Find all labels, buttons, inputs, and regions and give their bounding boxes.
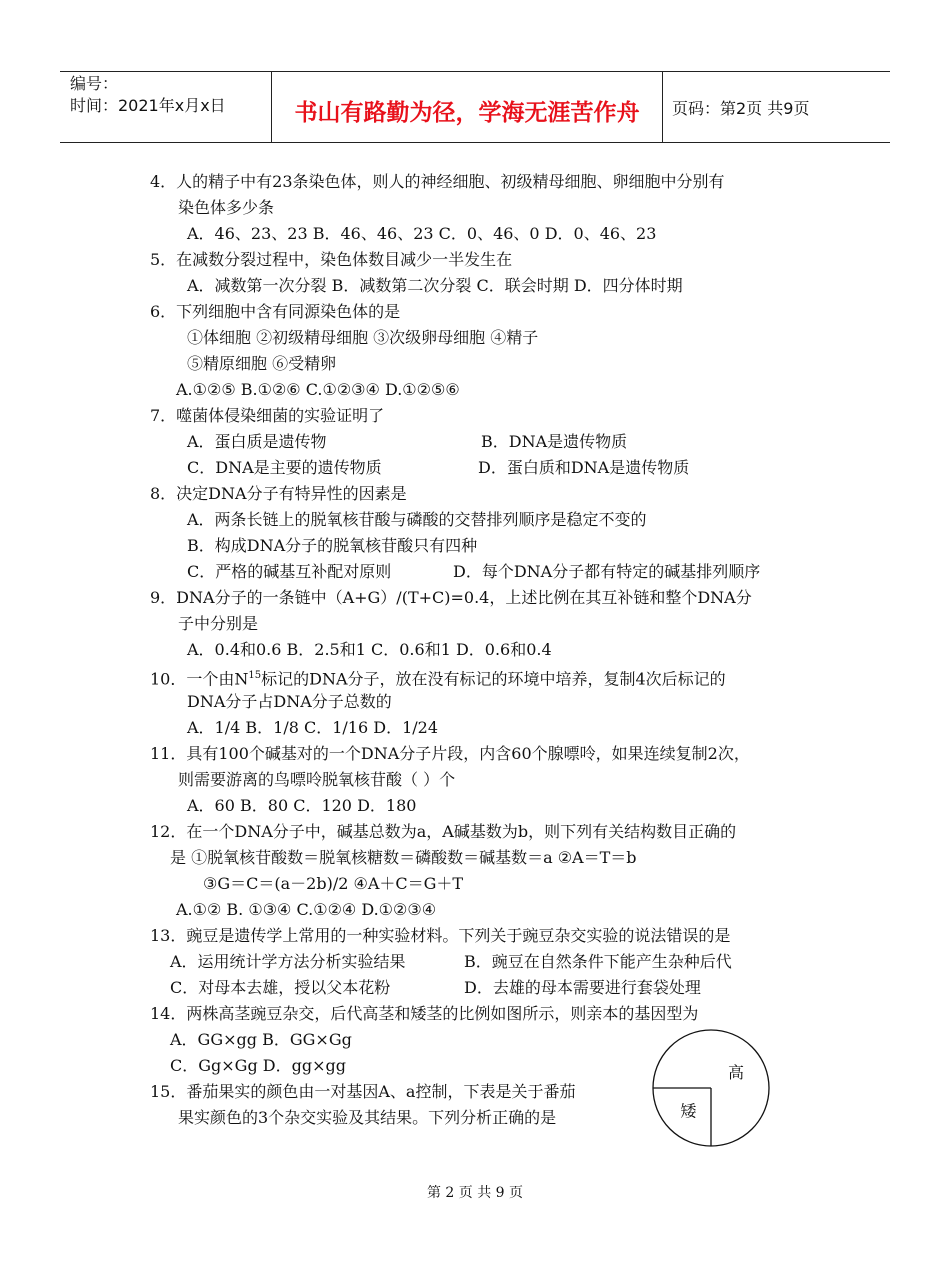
- q15-stem: 15．番茄果实的颜色由一对基因A、a控制，下表是关于番茄: [150, 1082, 576, 1101]
- page-label: 页码：第2页 共9页: [672, 99, 810, 118]
- q13-option-c: C．对母本去雄，授以父本花粉: [170, 978, 391, 997]
- q7-option-a: A．蛋白质是遗传物: [187, 432, 327, 451]
- q5-options: A．减数第一次分裂 B．减数第二次分裂 C．联会时期 D．四分体时期: [187, 276, 683, 295]
- serial-label: 编号：: [70, 74, 119, 93]
- q8-option-d: D．每个DNA分子都有特定的碱基排列顺序: [453, 562, 761, 581]
- header-divider-right: [662, 71, 663, 143]
- q4-options: A．46、23、23 B．46、46、23 C．0、46、0 D．0、46、23: [187, 224, 657, 243]
- q11-stem-cont: 则需要游离的鸟嘌呤脱氧核苷酸（ ）个: [178, 770, 456, 789]
- q8-option-a: A．两条长链上的脱氧核苷酸与磷酸的交替排列顺序是稳定不变的: [187, 510, 647, 529]
- q10-stem: [150, 665, 726, 690]
- header-top-rule: [60, 71, 890, 72]
- header-bottom-rule: [60, 142, 890, 143]
- q13-option-d: D．去雄的母本需要进行套袋处理: [464, 978, 701, 997]
- q13-option-b: B．豌豆在自然条件下能产生杂种后代: [464, 952, 732, 971]
- q10-stem-cont: DNA分子占DNA分子总数的: [187, 692, 392, 711]
- q12-stem-cont2: ③G＝C＝(a－2b)/2 ④A＋C＝G＋T: [203, 874, 464, 893]
- q9-options: A．0.4和0.6 B．2.5和1 C．0.6和1 D．0.6和0.4: [187, 640, 552, 659]
- q12-stem-cont: 是 ①脱氧核苷酸数＝脱氧核糖数＝磷酸数＝碱基数＝a ②A＝T＝b: [170, 848, 637, 867]
- motto: 书山有路勤为径，学海无涯苦作舟: [294, 100, 640, 126]
- q10-stem-end: 标记的DNA分子，放在没有标记的环境中培养，复制4次后标记的: [261, 669, 726, 689]
- q4-stem-cont: 染色体多少条: [178, 198, 275, 217]
- q7-option-d: D．蛋白质和DNA是遗传物质: [478, 458, 690, 477]
- q8-option-c: C．严格的碱基互补配对原则: [187, 562, 392, 581]
- q7-option-c: C．DNA是主要的遗传物质: [187, 458, 382, 477]
- q11-options: A．60 B．80 C．120 D．180: [187, 796, 417, 815]
- q10-options: A．1/4 B．1/8 C．1/16 D．1/24: [187, 718, 439, 737]
- q15-stem-cont: 果实颜色的3个杂交实验及其结果。下列分析正确的是: [178, 1108, 557, 1127]
- q10-superscript: 15: [248, 670, 262, 681]
- q14-options-row1: A．GG×gg B．GG×Gg: [170, 1030, 352, 1049]
- pie-chart: [648, 1026, 776, 1154]
- q8-option-b: B．构成DNA分子的脱氧核苷酸只有四种: [187, 536, 478, 555]
- q7-stem: 7．噬菌体侵染细菌的实验证明了: [150, 406, 385, 425]
- q6-items-row1: ①体细胞 ②初级精母细胞 ③次级卵母细胞 ④精子: [187, 328, 539, 347]
- q5-stem: 5．在减数分裂过程中，染色体数目减少一半发生在: [150, 250, 513, 269]
- q11-stem: 11．具有100个碱基对的一个DNA分子片段，内含60个腺嘌呤，如果连续复制2次，: [150, 744, 750, 763]
- q4-stem: 4．人的精子中有23条染色体，则人的神经细胞、初级精母细胞、卵细胞中分别有: [150, 172, 725, 191]
- page-footer: 第 2 页 共 9 页: [426, 1185, 524, 1201]
- q7-option-b: B．DNA是遗传物质: [481, 432, 628, 451]
- q6-items-row2: ⑤精原细胞 ⑥受精卵: [187, 354, 337, 373]
- q12-options: A.①② B. ①③④ C.①②④ D.①②③④: [176, 900, 437, 919]
- q9-stem: 9．DNA分子的一条链中（A+G）/(T+C)=0.4，上述比例在其互补链和整个DNA分: [150, 588, 752, 607]
- q9-stem-cont: 子中分别是: [178, 614, 259, 633]
- q13-option-a: A．运用统计学方法分析实验结果: [170, 952, 406, 971]
- q14-stem: 14．两株高茎豌豆杂交，后代高茎和矮茎的比例如图所示，则亲本的基因型为: [150, 1004, 699, 1023]
- q12-stem: 12．在一个DNA分子中，碱基总数为a，A碱基数为b，则下列有关结构数目正确的: [150, 822, 737, 841]
- q6-stem: 6．下列细胞中含有同源染色体的是: [150, 302, 401, 321]
- q14-options-row2: C．Gg×Gg D．gg×gg: [170, 1056, 346, 1075]
- q13-stem: 13．豌豆是遗传学上常用的一种实验材料。下列关于豌豆杂交实验的说法错误的是: [150, 926, 731, 945]
- q6-options: A.①②⑤ B.①②⑥ C.①②③④ D.①②⑤⑥: [176, 380, 460, 399]
- q10-stem-start: 10．一个由N: [150, 669, 249, 689]
- pie-label-0: 矮: [680, 1101, 697, 1121]
- q8-stem: 8．决定DNA分子有特异性的因素是: [150, 484, 407, 503]
- pie-label-1: 高: [727, 1063, 745, 1082]
- time-label: 时间：2021年x月x日: [70, 96, 226, 115]
